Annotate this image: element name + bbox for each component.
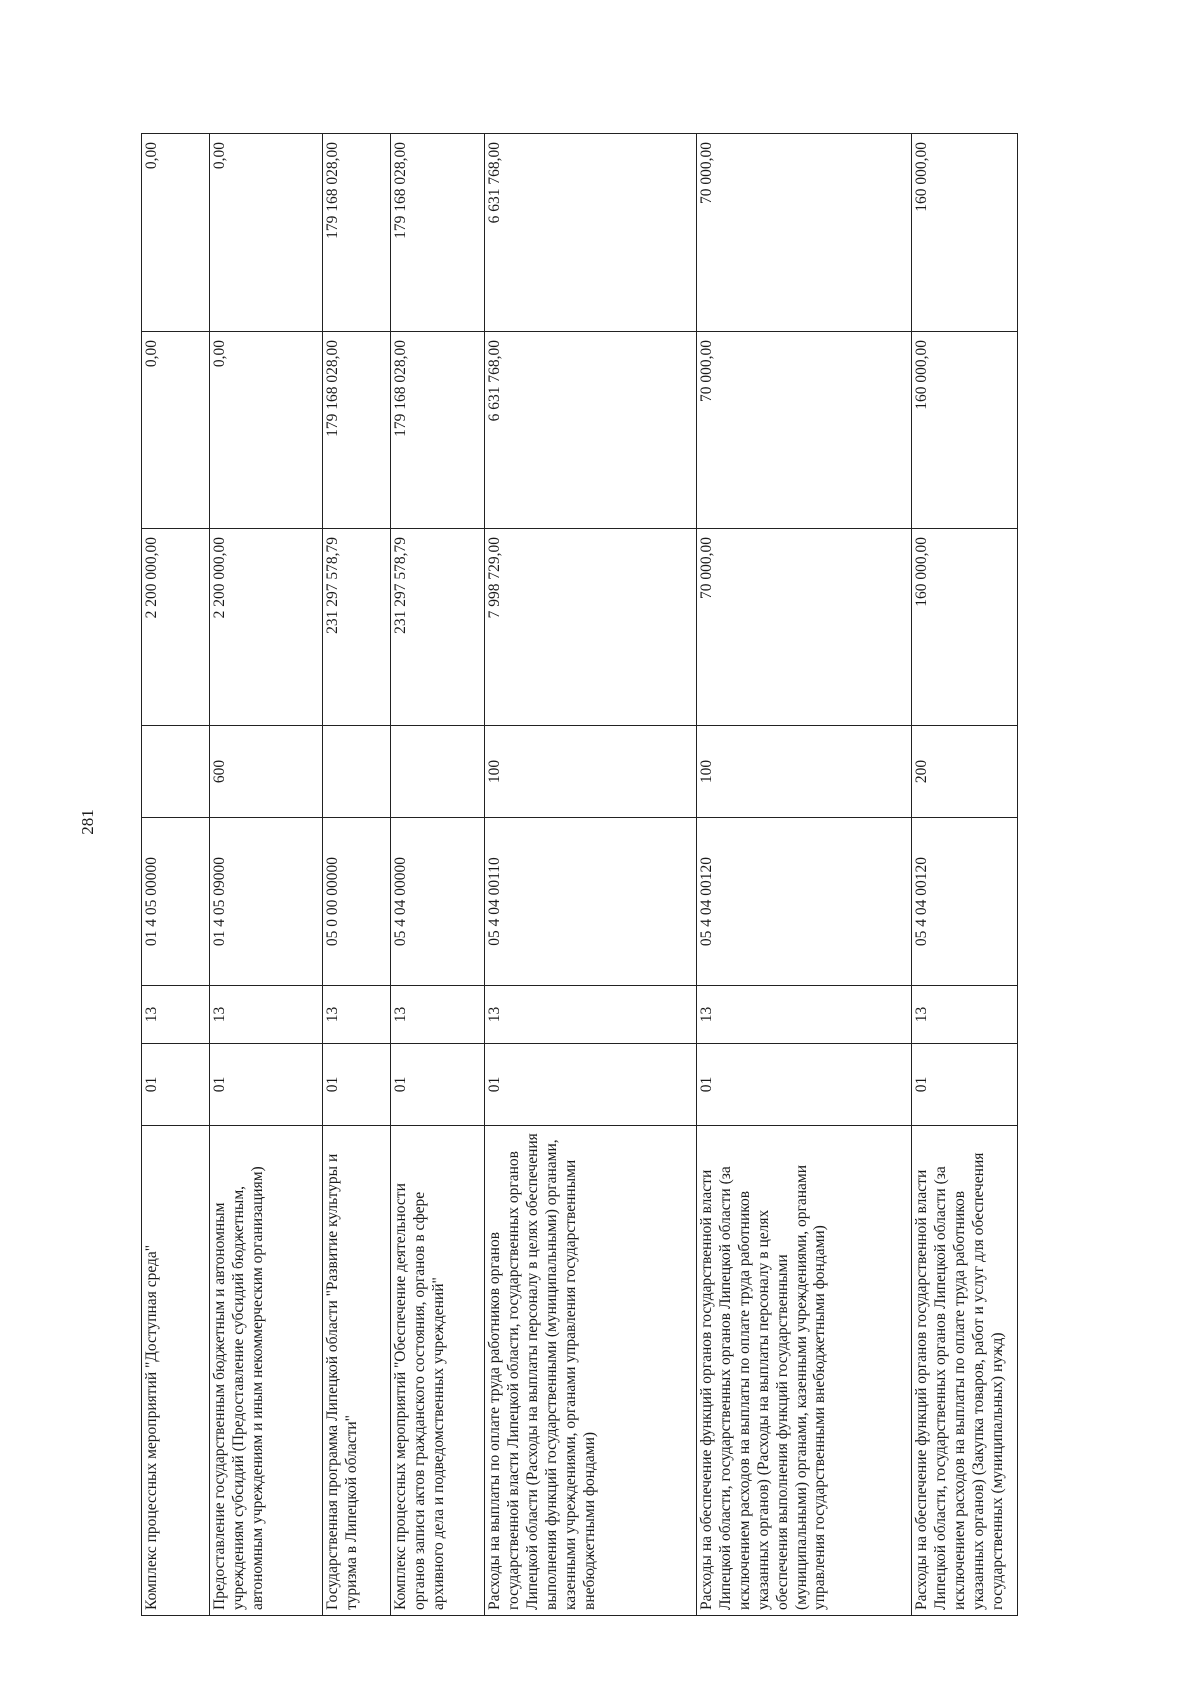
table-row <box>142 134 210 1616</box>
row-subsection: 13 <box>912 986 1018 1044</box>
row-sum-2: 6 631 768,00 <box>485 332 697 529</box>
row-sum-3: 160 000,00 <box>912 134 1018 332</box>
row-subsection: 13 <box>323 986 391 1044</box>
row-section: 01 <box>323 1044 391 1126</box>
row-section: 01 <box>391 1044 485 1126</box>
row-name: Расходы на обеспечение функций органов государственной власти Липецкой области, государственных органов Липецкой области (за исключением расходов на выплаты по оплате труда работников указанных органов) (Закупка товаров, работ и услуг для обеспечения государственных (муниципальных) нужд) <box>912 1126 1018 1616</box>
row-sum-3: 0,00 <box>210 134 323 332</box>
row-sum-2: 160 000,00 <box>912 332 1018 529</box>
row-expense-type <box>142 726 210 818</box>
row-sum-2: 179 168 028,00 <box>323 332 391 529</box>
row-sum-3: 70 000,00 <box>697 134 912 332</box>
row-name: Предоставление государственным бюджетным и автономным учреждениям субсидий (Предоставление субсидий бюджетным, автономным учреждениям и иным некоммерческим организациям) <box>210 1126 323 1616</box>
row-sum-1: 7 998 729,00 <box>485 529 697 726</box>
row-target-article: 01 4 05 00000 <box>142 818 210 986</box>
row-section: 01 <box>912 1044 1018 1126</box>
row-sum-3: 179 168 028,00 <box>391 134 485 332</box>
row-expense-type <box>323 726 391 818</box>
row-sum-2: 70 000,00 <box>697 332 912 529</box>
table-row <box>323 134 391 1616</box>
table-row <box>391 134 485 1616</box>
table-row <box>912 134 1018 1616</box>
row-sum-2: 0,00 <box>210 332 323 529</box>
row-sum-3: 0,00 <box>142 134 210 332</box>
row-subsection: 13 <box>697 986 912 1044</box>
row-sum-1: 70 000,00 <box>697 529 912 726</box>
row-sum-2: 0,00 <box>142 332 210 529</box>
row-sum-2: 179 168 028,00 <box>391 332 485 529</box>
table-row <box>697 134 912 1616</box>
row-target-article: 01 4 05 09000 <box>210 818 323 986</box>
row-section: 01 <box>142 1044 210 1126</box>
row-expense-type: 100 <box>485 726 697 818</box>
row-expense-type <box>391 726 485 818</box>
row-subsection: 13 <box>142 986 210 1044</box>
row-name: Комплекс процессных мероприятий "Доступная среда" <box>142 1126 210 1616</box>
row-target-article: 05 4 04 00120 <box>912 818 1018 986</box>
row-sum-3: 6 631 768,00 <box>485 134 697 332</box>
row-sum-1: 231 297 578,79 <box>323 529 391 726</box>
row-subsection: 13 <box>210 986 323 1044</box>
row-subsection: 13 <box>391 986 485 1044</box>
row-target-article: 05 4 04 00000 <box>391 818 485 986</box>
row-name: Государственная программа Липецкой области "Развитие культуры и туризма в Липецкой области" <box>323 1126 391 1616</box>
row-name: Расходы на выплаты по оплате труда работников органов государственной власти Липецкой области, государственных органов Липецкой области (Расходы на выплаты персоналу в целях обеспечения выполнения функций государственными (муниципальными) органами, казенными учреждениями, органами управления государственными внебюджетными фондами) <box>485 1126 697 1616</box>
row-target-article: 05 0 00 00000 <box>323 818 391 986</box>
row-section: 01 <box>485 1044 697 1126</box>
budget-table-wrapper <box>141 134 1017 1616</box>
row-sum-3: 179 168 028,00 <box>323 134 391 332</box>
row-expense-type: 100 <box>697 726 912 818</box>
row-target-article: 05 4 04 00120 <box>697 818 912 986</box>
row-expense-type: 600 <box>210 726 323 818</box>
row-target-article: 05 4 04 00110 <box>485 818 697 986</box>
row-subsection: 13 <box>485 986 697 1044</box>
table-row <box>210 134 323 1616</box>
row-section: 01 <box>697 1044 912 1126</box>
row-sum-1: 231 297 578,79 <box>391 529 485 726</box>
row-sum-1: 2 200 000,00 <box>210 529 323 726</box>
page-number: 281 <box>78 809 97 835</box>
row-name: Расходы на обеспечение функций органов государственной власти Липецкой области, государственных органов Липецкой области (за исключением расходов на выплаты по оплате труда работников указанных органов) (Расходы на выплаты персоналу в целях обеспечения выполнения функций государственными (муниципальными) органами, казенными учреждениями, органами управления государственными внебюджетными фондами) <box>697 1126 912 1616</box>
row-expense-type: 200 <box>912 726 1018 818</box>
budget-table <box>141 133 1018 1616</box>
row-sum-1: 160 000,00 <box>912 529 1018 726</box>
table-row <box>485 134 697 1616</box>
row-section: 01 <box>210 1044 323 1126</box>
row-sum-1: 2 200 000,00 <box>142 529 210 726</box>
row-name: Комплекс процессных мероприятий "Обеспечение деятельности органов записи актов гражданского состояния, органов в сфере архивного дела и подведомственных учреждений" <box>391 1126 485 1616</box>
